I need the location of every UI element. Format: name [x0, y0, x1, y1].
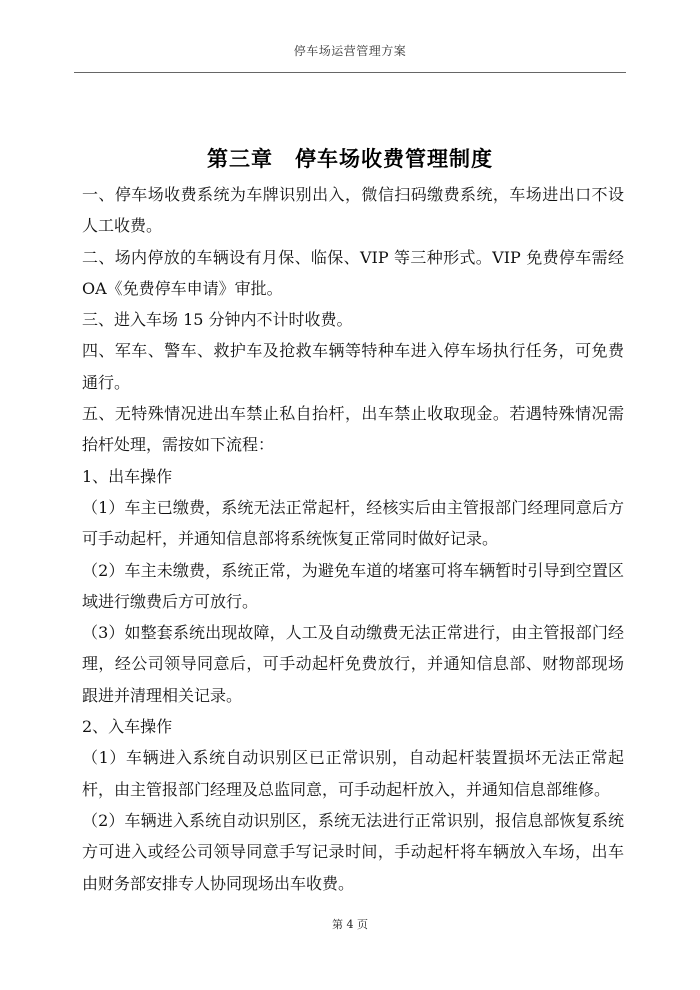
exit-item-3: （3）如整套系统出现故障，人工及自动缴费无法正常进行，由主管报部门经理，经公司领导同意后，可手动起杆免费放行，并通知信息部、财物部现场跟进并清理相关记录。: [82, 623, 624, 705]
paragraph-2: 二、场内停放的车辆设有月保、临保、VIP 等三种形式。VIP 免费停车需经 OA《免费停车申请》审批。: [82, 247, 624, 298]
exit-item-1: （1）车主已缴费，系统无法正常起杆，经核实后由主管报部门经理同意后方可手动起杆，并通知信息部将系统恢复正常同时做好记录。: [82, 497, 624, 549]
running-header: 停车场运营管理方案: [293, 44, 407, 58]
exit-item-2: （2）车主未缴费，系统正常，为避免车道的堵塞可将车辆暂时引导到空置区域进行缴费后方可放行。: [82, 560, 624, 611]
page-number: 第 4 页: [332, 918, 368, 931]
body-text: [82, 179, 624, 899]
header-divider: [74, 72, 626, 73]
paragraph-5: 五、无特殊情况进出车禁止私自抬杆，出车禁止收取现金。若遇特殊情况需抬杆处理，需按如下流程：: [82, 404, 624, 455]
chapter-title: 第三章 停车场收费管理制度: [207, 146, 493, 171]
entry-item-2: （2）车辆进入系统自动识别区，系统无法进行正常识别，报信息部恢复系统方可进入或经公司领导同意手写记录时间，手动起杆将车辆放入车场，出车由财务部安排专人协同现场出车收费。: [82, 810, 624, 893]
subheading-exit-operation: 1、出车操作: [82, 466, 173, 486]
paragraph-3: 三、进入车场 15 分钟内不计时收费。: [82, 310, 353, 330]
subheading-entry-operation: 2、入车操作: [82, 717, 173, 737]
entry-item-1: （1）车辆进入系统自动识别区已正常识别，自动起杆装置损坏无法正常起杆，由主管报部门经理及总监同意，可手动起杆放入，并通知信息部维修。: [82, 748, 624, 799]
paragraph-1: 一、停车场收费系统为车牌识别出入，微信扫码缴费系统，车场进出口不设人工收费。: [82, 185, 624, 236]
paragraph-4: 四、军车、警车、救护车及抢救车辆等特种车进入停车场执行任务，可免费通行。: [82, 341, 624, 392]
